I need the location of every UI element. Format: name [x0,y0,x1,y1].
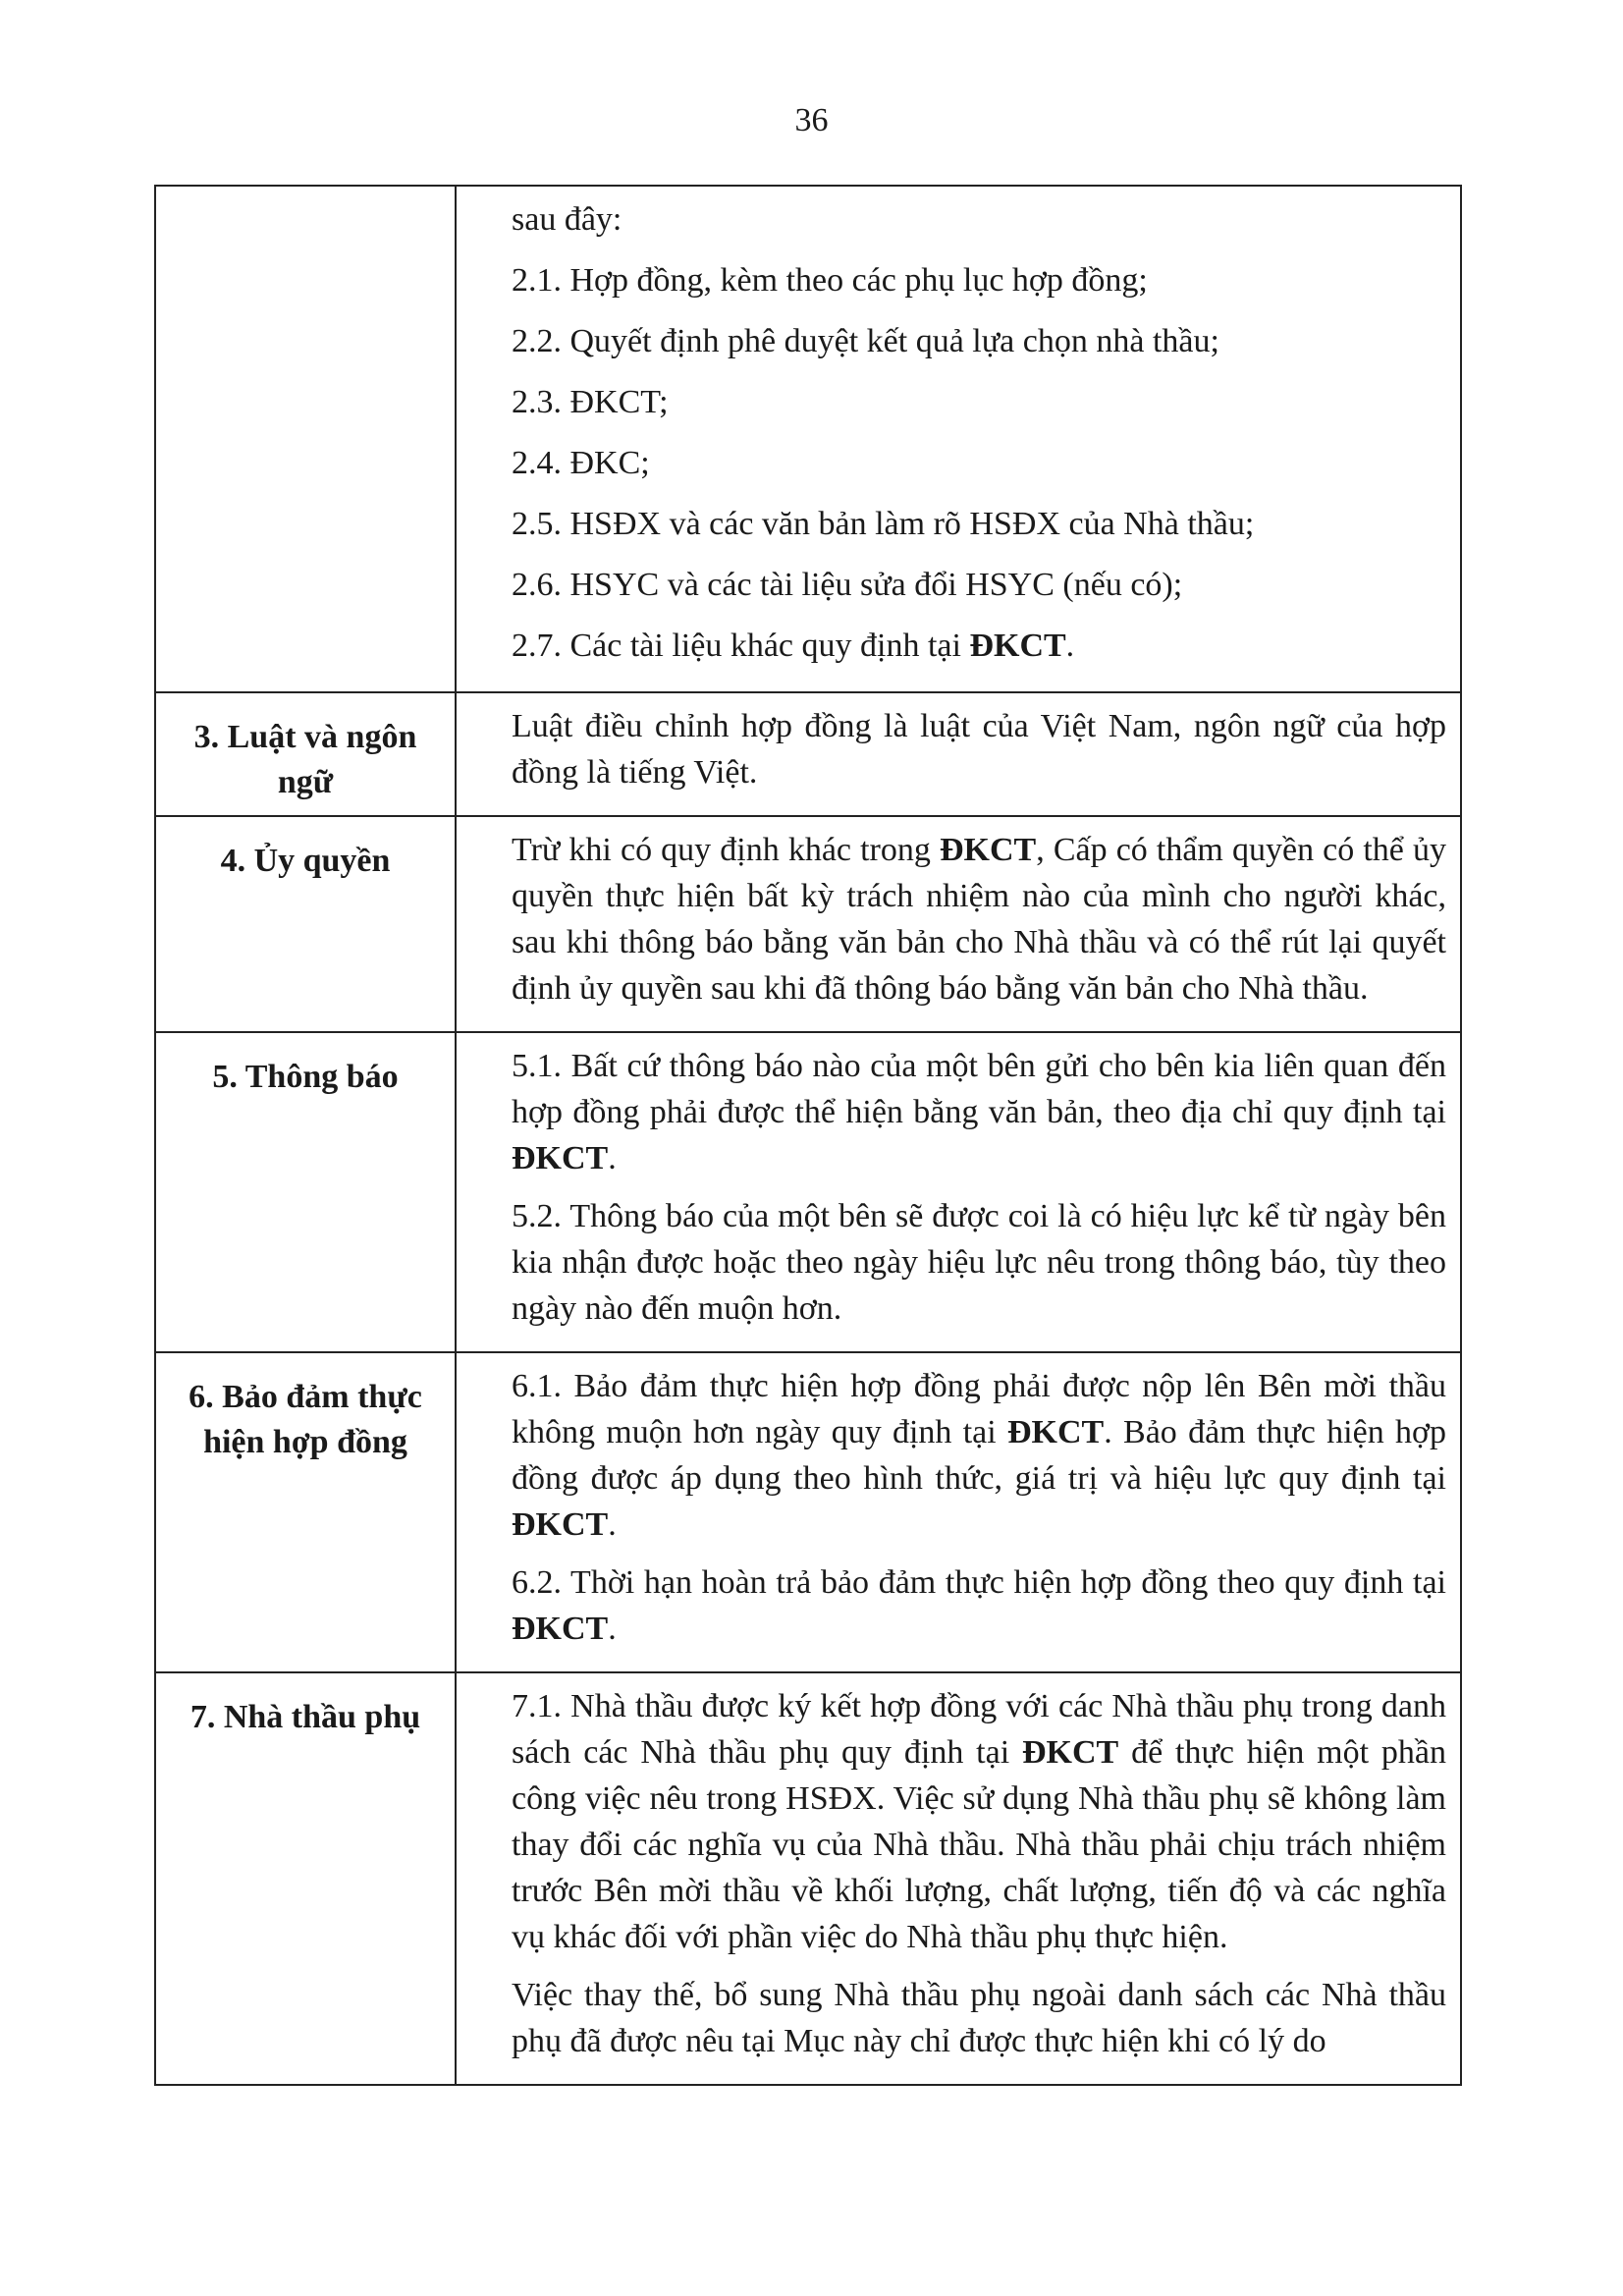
text-run: . [608,1506,617,1543]
paragraph: 2.4. ĐKC; [512,445,650,481]
table-row [155,186,1461,692]
row-content [456,692,1461,816]
text-run: 6.2. Thời hạn hoàn trả bảo đảm thực hiện hợp đồng theo quy định tại [512,1564,1446,1601]
paragraph [512,1043,1446,1181]
paragraph [512,623,1446,669]
bold-term: ĐKCT [512,1611,609,1647]
paragraph: 2.3. ĐKCT; [512,384,669,420]
row-content [456,816,1461,1032]
paragraph: Luật điều chỉnh hợp đồng là luật của Việt Nam, ngôn ngữ của hợp đồng là tiếng Việt. [512,708,1446,791]
text-run: để thực hiện một phần công việc nêu trong HSĐX. Việc sử dụng Nhà thầu phụ sẽ không làm thay đổi các nghĩa vụ của Nhà thầu. Nhà thầu phải chịu trách nhiệm trước Bên mời thầu về khối lượng, chất lượng, tiến độ và các nghĩa vụ khác đối với phần việc do Nhà thầu phụ thực hiện. [512,1734,1446,1955]
text-run: . [608,1140,617,1176]
bold-term: ĐKCT [1007,1414,1105,1450]
table-row [155,692,1461,816]
paragraph: 2.6. HSYC và các tài liệu sửa đổi HSYC (nếu có); [512,567,1183,603]
row-content [456,1352,1461,1672]
text-run: . [608,1611,617,1647]
row-heading: 4. Ủy quyền [155,816,456,1032]
table-row [155,1672,1461,2085]
row-heading: 3. Luật và ngôn ngữ [155,692,456,816]
table-row [155,816,1461,1032]
bold-term: ĐKCT [512,1140,609,1176]
bold-term: ĐKCT [969,628,1066,664]
bold-term: ĐKCT [939,832,1037,868]
text-run: . Bảo đảm thực hiện hợp đồng được áp dụng theo hình thức, giá trị và hiệu lực quy định tại [512,1414,1446,1497]
row-heading: 5. Thông báo [155,1032,456,1352]
text-run: . [1065,628,1075,664]
text-run: 5.1. Bất cứ thông báo nào của một bên gửi cho bên kia liên quan đến hợp đồng phải được thể hiện bằng văn bản, theo địa chỉ quy định tại [512,1048,1446,1130]
conditions-table [154,185,1462,2086]
table-row [155,1032,1461,1352]
bold-term: ĐKCT [512,1506,609,1543]
paragraph [512,1363,1446,1548]
table-row [155,1352,1461,1672]
text-run: 7.1. Nhà thầu được ký kết hợp đồng với các Nhà thầu phụ trong danh sách các Nhà thầu phụ quy định tại [512,1688,1446,1771]
text-run: , Cấp có thẩm quyền có thể ủy quyền thực hiện bất kỳ trách nhiệm nào của mình cho người khác, sau khi thông báo bằng văn bản cho Nhà thầu và có thể rút lại quyết định ủy quyền sau khi đã thông báo bằng văn bản cho Nhà thầu. [512,832,1446,1007]
paragraph: 2.1. Hợp đồng, kèm theo các phụ lục hợp đồng; [512,262,1148,299]
text-run: 2.7. Các tài liệu khác quy định tại [512,628,970,664]
text-run: 6.1. Bảo đảm thực hiện hợp đồng phải được nộp lên Bên mời thầu không muộn hơn ngày quy định tại [512,1368,1446,1450]
row-heading: 6. Bảo đảm thực hiện hợp đồng [155,1352,456,1672]
paragraph: sau đây: [512,201,622,238]
row-heading: 7. Nhà thầu phụ [155,1672,456,2085]
paragraph [512,1559,1446,1652]
row-heading [155,186,456,692]
row-content [456,1032,1461,1352]
row-content [456,1672,1461,2085]
paragraph [512,1683,1446,1960]
row-content [456,186,1461,692]
text-run: Trừ khi có quy định khác trong [512,832,940,868]
paragraph: Việc thay thế, bổ sung Nhà thầu phụ ngoài danh sách các Nhà thầu phụ đã được nêu tại Mục này chỉ được thực hiện khi có lý do [512,1977,1446,2059]
paragraph [512,827,1446,1011]
paragraph: 5.2. Thông báo của một bên sẽ được coi là có hiệu lực kể từ ngày bên kia nhận được hoặc theo ngày hiệu lực nêu trong thông báo, tùy theo ngày nào đến muộn hơn. [512,1198,1446,1327]
paragraph: 2.2. Quyết định phê duyệt kết quả lựa chọn nhà thầu; [512,323,1219,359]
bold-term: ĐKCT [1022,1734,1119,1771]
page-number: 36 [794,102,829,138]
paragraph: 2.5. HSĐX và các văn bản làm rõ HSĐX của Nhà thầu; [512,506,1255,542]
